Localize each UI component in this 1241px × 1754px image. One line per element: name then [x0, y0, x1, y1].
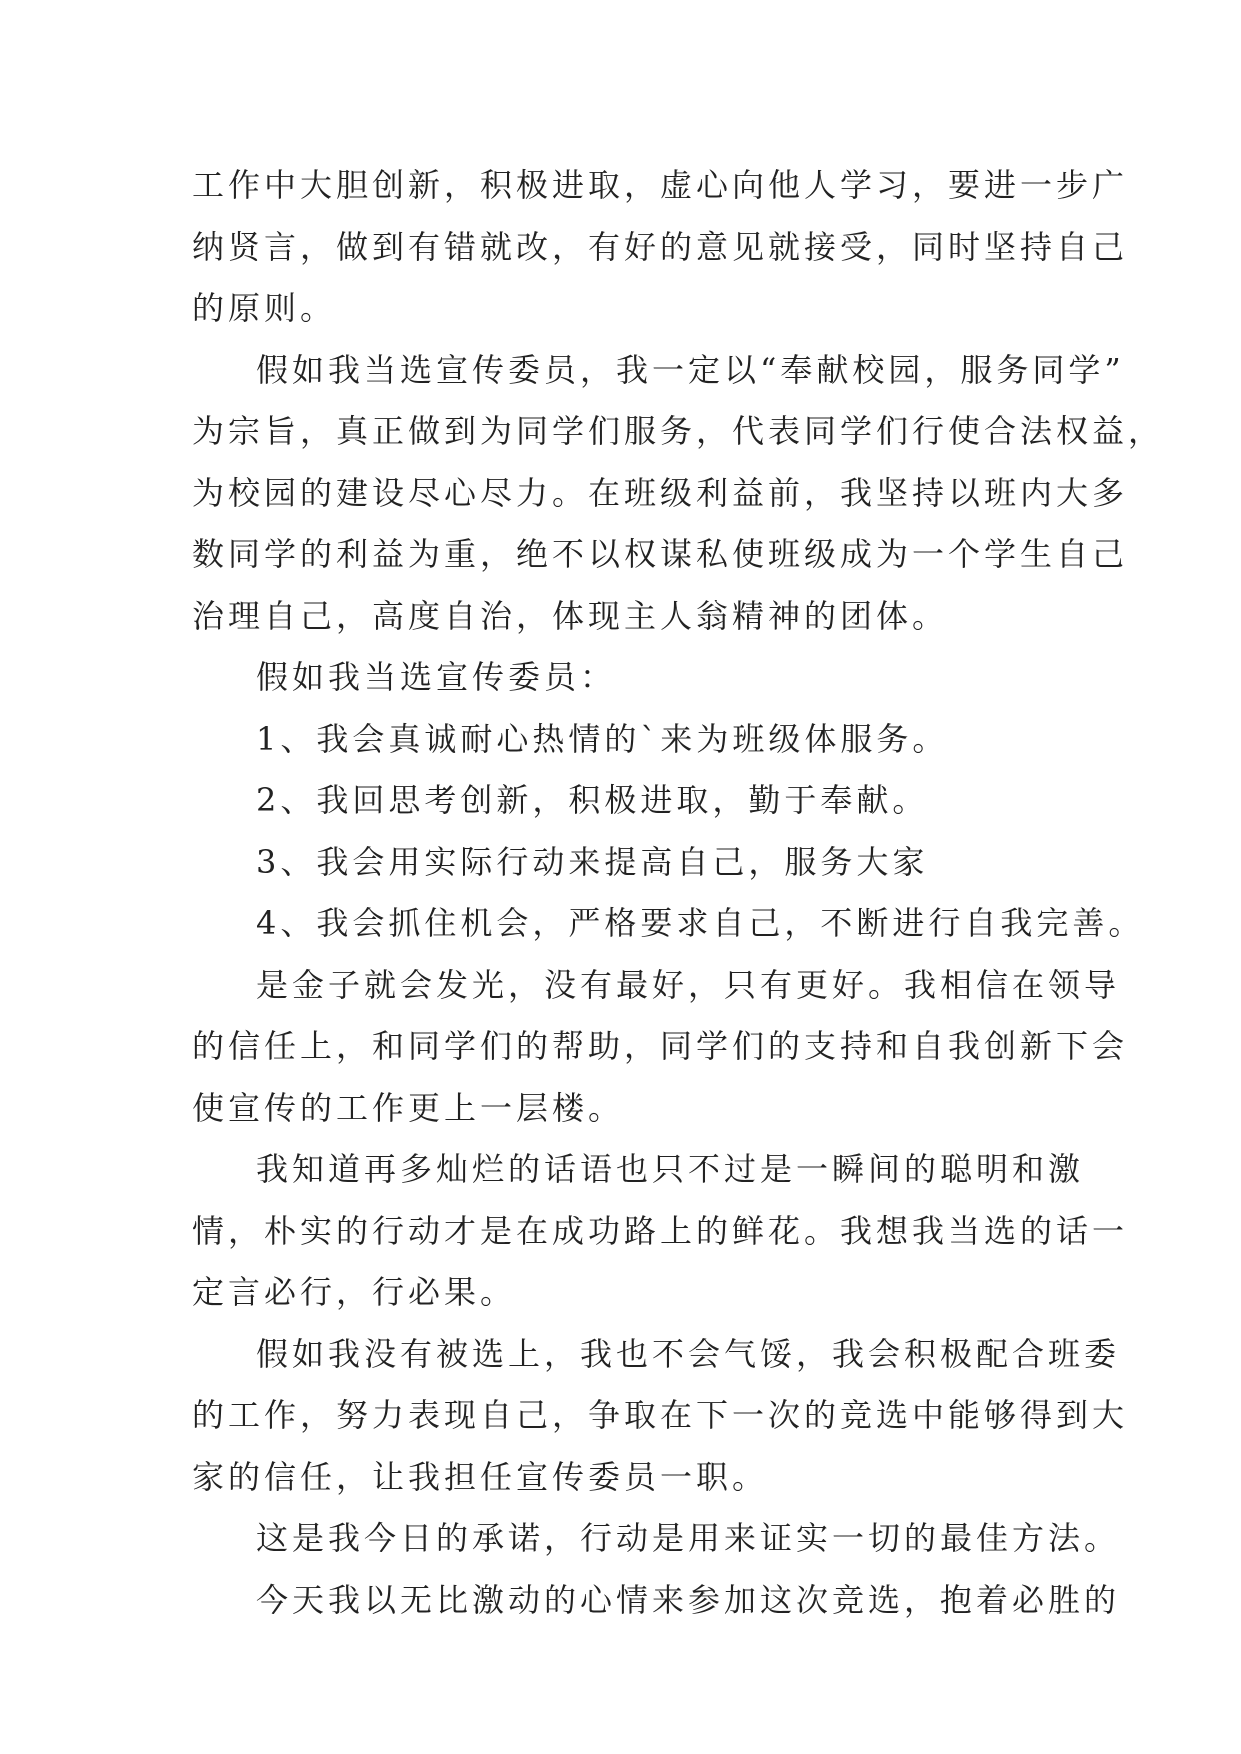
- text-line: 假如我没有被选上，我也不会气馁，我会积极配合班委: [256, 1334, 1121, 1373]
- text-line: 数同学的利益为重，绝不以权谋私使班级成为一个学生自己: [192, 535, 1129, 573]
- text-line: 的原则。: [192, 289, 337, 327]
- text-line: 情，朴实的行动才是在成功路上的鲜花。我想我当选的话一: [192, 1211, 1129, 1250]
- list-item: 3、我会用实际行动来提高自己，服务大家: [256, 842, 929, 881]
- list-item: 1、我会真诚耐心热情的`来为班级体服务。: [256, 719, 949, 758]
- text-line: 的信任上，和同学们的帮助，同学们的支持和自我创新下会: [192, 1027, 1129, 1065]
- text-line: 纳贤言，做到有错就改，有好的意见就接受，同时坚持自己: [192, 227, 1129, 266]
- text-line: 是金子就会发光，没有最好，只有更好。我相信在领导: [256, 965, 1121, 1004]
- list-item: 2、我回思考创新，积极进取，勤于奉献。: [256, 781, 929, 819]
- text-line: 工作中大胆创新，积极进取，虚心向他人学习，要进一步广: [192, 166, 1129, 204]
- text-line: 假如我当选宣传委员，我一定以“奉献校园，服务同学”: [256, 350, 1125, 389]
- text-line: 假如我当选宣传委员：: [256, 658, 617, 696]
- text-line: 为校园的建设尽心尽力。在班级利益前，我坚持以班内大多: [192, 473, 1129, 512]
- text-line: 定言必行，行必果。: [192, 1273, 517, 1311]
- text-line: 今天我以无比激动的心情来参加这次竞选，抱着必胜的: [256, 1580, 1121, 1619]
- text-line: 家的信任，让我担任宣传委员一职。: [192, 1457, 769, 1496]
- text-line: 使宣传的工作更上一层楼。: [192, 1088, 625, 1127]
- text-line: 为宗旨，真正做到为同学们服务，代表同学们行使合法权益，: [192, 412, 1165, 450]
- list-item: 4、我会抓住机会，严格要求自己，不断进行自我完善。: [256, 904, 1145, 942]
- text-line: 的工作，努力表现自己，争取在下一次的竞选中能够得到大: [192, 1396, 1129, 1434]
- text-line: 治理自己，高度自治，体现主人翁精神的团体。: [192, 596, 949, 635]
- document-body: [192, 155, 1165, 1631]
- text-line: 我知道再多灿烂的话语也只不过是一瞬间的聪明和激: [256, 1150, 1085, 1188]
- text-line: 这是我今日的承诺，行动是用来证实一切的最佳方法。: [256, 1519, 1121, 1557]
